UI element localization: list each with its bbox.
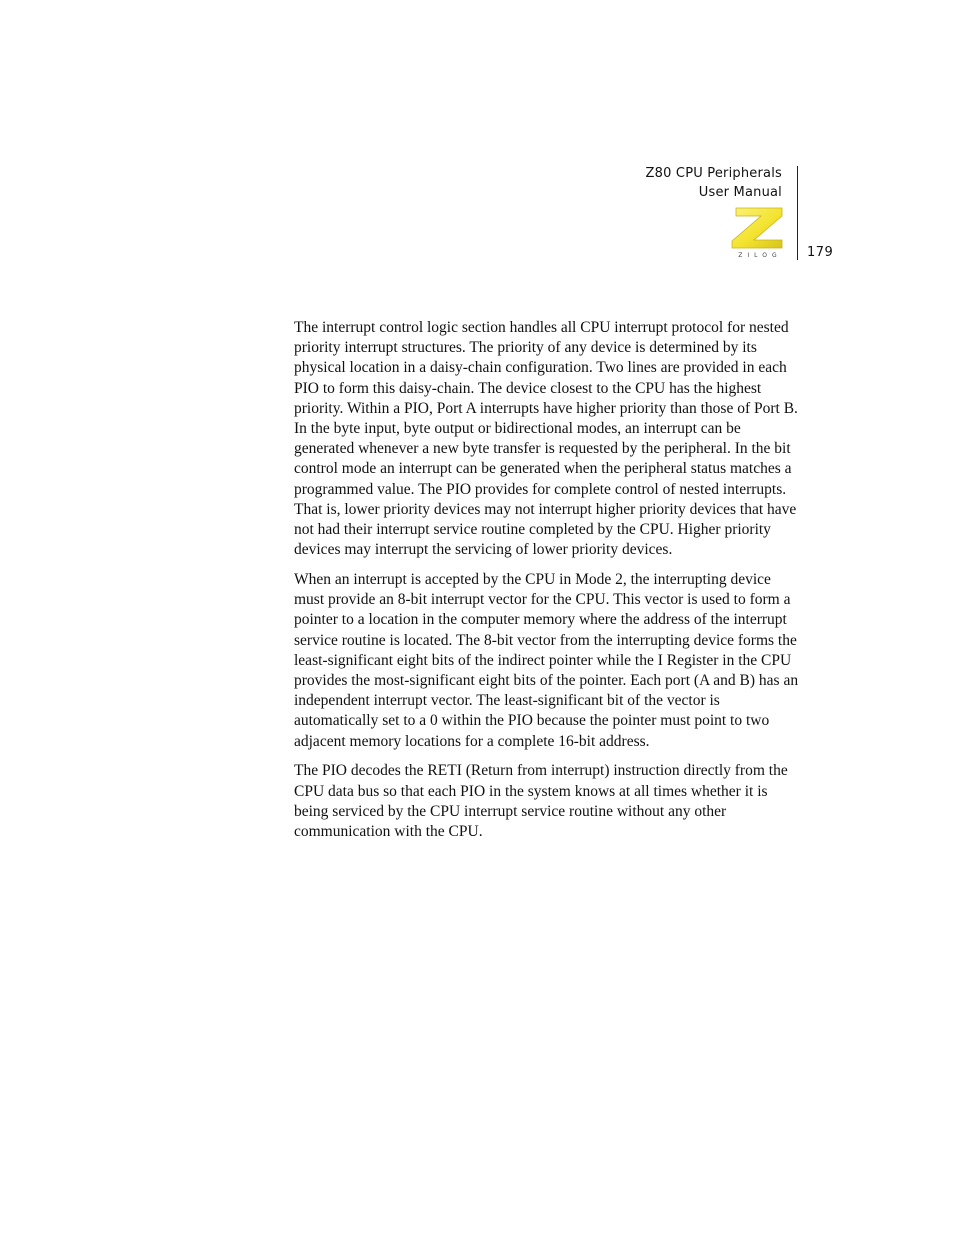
paragraph-interrupt-control: The interrupt control logic section handles all CPU interrupt protocol for nested priority interrupt structures. The priority of any device is determined by its physical location in a daisy-chain configuration. Two lines are provided in each PIO to form this daisy-chain. The device closest to the CPU has the highest priority. Within a PIO, Port A interrupts have higher priority than those of Port B. In the byte input, byte output or bidirectional modes, an interrupt can be generated whenever a new byte transfer is requested by the peripheral. In the bit control mode an interrupt can be generated when the peripheral status matches a programmed value. The PIO provides for complete control of nested interrupts. That is, lower priority devices may not interrupt higher priority devices that have not had their interrupt service routine completed by the CPU. Higher priority devices may interrupt the servicing of lower priority devices. bbox=[294, 319, 798, 559]
logo-caption: ZILOG bbox=[738, 252, 782, 259]
header-title-line1: Z80 CPU Peripherals bbox=[645, 166, 782, 181]
paragraph-interrupt-vector: When an interrupt is accepted by the CPU in Mode 2, the interrupting device must provide an 8-bit interrupt vector for the CPU. This vector is used to form a pointer to a location in the computer memory where the address of the interrupt service routine is located. The 8-bit vector from the interrupting device forms the least-significant eight bits of the indirect pointer while the I Register in the CPU provides the most-significant eight bits of the pointer. Each port (A and B) has an independent interrupt vector. The least-significant bit of the vector is automatically set to a 0 within the PIO because the pointer must point to two adjacent memory locations for a complete 16-bit address. bbox=[294, 571, 799, 750]
zilog-z-icon bbox=[730, 204, 786, 250]
body-text bbox=[294, 318, 800, 852]
running-header bbox=[646, 164, 782, 202]
header-title-line2: User Manual bbox=[698, 185, 782, 200]
paragraph-reti-decoding: The PIO decodes the RETI (Return from interrupt) instruction directly from the CPU data bus so that each PIO in the system knows at all times whether it is being serviced by the CPU interrupt service routine without any other communication with the CPU. bbox=[294, 762, 788, 841]
zilog-logo bbox=[730, 204, 786, 262]
page-number: 179 bbox=[807, 245, 834, 260]
header-divider bbox=[797, 166, 798, 260]
